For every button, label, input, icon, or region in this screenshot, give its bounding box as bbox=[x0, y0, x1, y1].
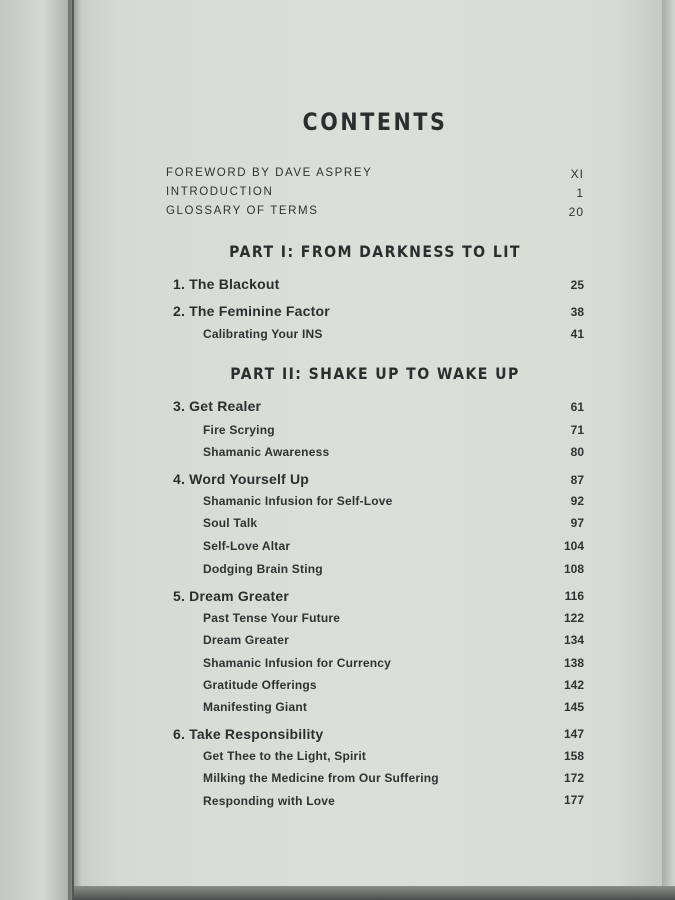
toc-section-page: 80 bbox=[570, 445, 584, 459]
toc-section: Dodging Brain Sting bbox=[203, 562, 323, 576]
toc-section-page: 145 bbox=[563, 700, 584, 714]
spine-shadow bbox=[68, 0, 82, 900]
toc-section-page: 97 bbox=[570, 516, 584, 530]
toc-page-foreword: XI bbox=[570, 167, 584, 181]
toc-page-chapter-1: 25 bbox=[570, 278, 584, 292]
toc-chapter-2: 2. The Feminine Factor bbox=[173, 303, 330, 319]
toc-section: Get Thee to the Light, Spirit bbox=[203, 749, 367, 763]
toc-entry-introduction: INTRODUCTION bbox=[166, 186, 274, 198]
toc-chapter-3: 3. Get Realer bbox=[173, 398, 262, 414]
toc-entry-foreword: FOREWORD BY DAVE ASPREY bbox=[166, 167, 373, 179]
toc-section: Soul Talk bbox=[203, 516, 258, 530]
toc-chapter-1: 1. The Blackout bbox=[173, 276, 280, 292]
toc-page-chapter-3: 61 bbox=[570, 400, 584, 414]
contents-title: CONTENTS bbox=[302, 108, 448, 136]
toc-page-chapter-6: 147 bbox=[563, 727, 584, 741]
toc-section: Shamanic Infusion for Currency bbox=[203, 656, 392, 670]
toc-section-page: 71 bbox=[570, 423, 584, 437]
toc-section: Manifesting Giant bbox=[203, 700, 308, 714]
part-heading-2: PART II: SHAKE UP TO WAKE UP bbox=[230, 364, 520, 383]
toc-section-page: 108 bbox=[563, 562, 584, 576]
toc-page-introduction: 1 bbox=[576, 186, 584, 200]
toc-section: Self-Love Altar bbox=[203, 539, 291, 553]
toc-section: Milking the Medicine from Our Suffering bbox=[203, 771, 439, 785]
toc-section: Shamanic Infusion for Self-Love bbox=[203, 494, 393, 508]
toc-chapter-4: 4. Word Yourself Up bbox=[173, 471, 310, 487]
toc-chapter-5: 5. Dream Greater bbox=[173, 588, 290, 604]
toc-section-page: 177 bbox=[563, 793, 584, 807]
toc-section-page: 158 bbox=[563, 749, 584, 763]
toc-section-page: 104 bbox=[563, 539, 584, 553]
toc-section: Fire Scrying bbox=[203, 423, 275, 437]
toc-section: Dream Greater bbox=[203, 633, 289, 647]
toc-section-page: 92 bbox=[570, 494, 584, 508]
toc-page-glossary: 20 bbox=[568, 205, 584, 219]
toc-section-page: 172 bbox=[563, 771, 584, 785]
toc-entry-glossary: GLOSSARY OF TERMS bbox=[166, 205, 319, 217]
toc-section-page: 142 bbox=[563, 678, 584, 692]
toc-page-chapter-5: 116 bbox=[564, 589, 584, 603]
toc-section-page: 134 bbox=[563, 633, 584, 647]
page-edge-bottom bbox=[74, 886, 675, 900]
toc-section: Responding with Love bbox=[203, 794, 335, 808]
toc-chapter-6: 6. Take Responsibility bbox=[173, 726, 324, 742]
toc-section-page: 122 bbox=[563, 611, 584, 625]
toc-section: Calibrating Your INS bbox=[203, 327, 323, 341]
toc-page-chapter-2: 38 bbox=[570, 305, 584, 319]
facing-page-edge bbox=[0, 0, 72, 900]
toc-section: Gratitude Offerings bbox=[203, 678, 317, 692]
page-edge-right bbox=[662, 0, 675, 900]
toc-section-page: 138 bbox=[563, 656, 584, 670]
toc-section-page: 41 bbox=[570, 327, 584, 341]
toc-section: Shamanic Awareness bbox=[203, 445, 330, 459]
toc-page-chapter-4: 87 bbox=[570, 473, 584, 487]
toc-section: Past Tense Your Future bbox=[203, 611, 341, 625]
part-heading-1: PART I: FROM DARKNESS TO LIT bbox=[229, 242, 521, 261]
